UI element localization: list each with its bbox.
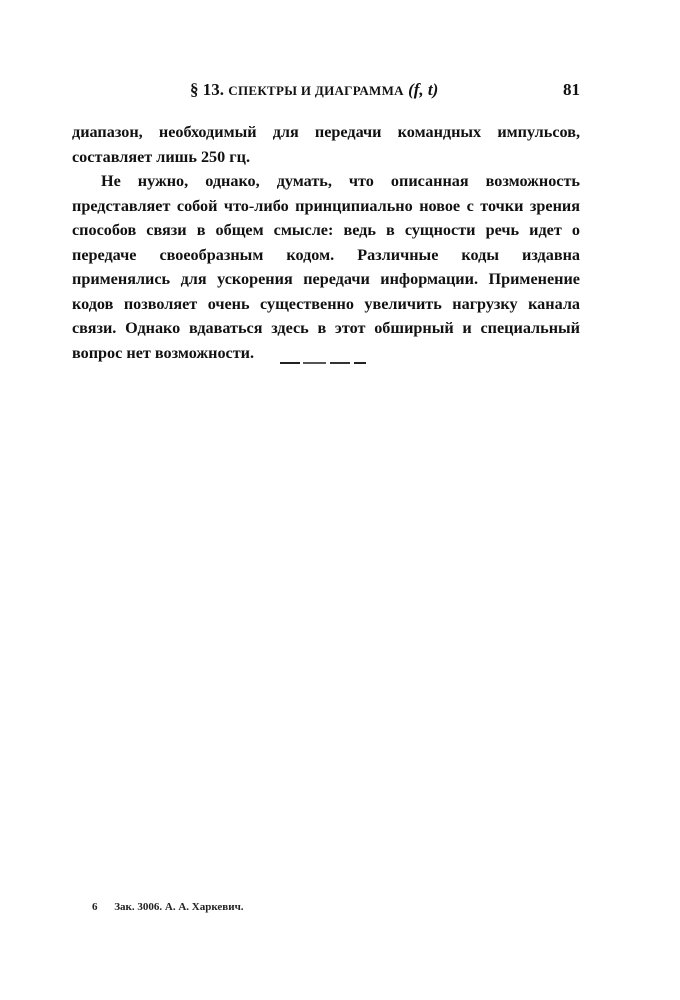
signature-mark: 6 (92, 901, 98, 913)
section-formula: (f, t) (408, 80, 439, 99)
running-header (72, 80, 580, 104)
paragraph: Не нужно, однако, думать, что описанная возможность представляет собой что-либо принципиально новое с точки зрения способов связи в общем смысле: ведь в сущности речь идет о передаче своеобразным кодом. Различные коды издавна применялись для ускорения передачи информации. Применение кодов позволяет очень существенно увеличить нагрузку канала связи. Однако вдаваться здесь в этот обширный и специальный вопрос нет возможности. (72, 172, 580, 362)
page-number: 81 (563, 80, 580, 99)
section-number: § 13. (190, 80, 224, 99)
section-end-divider (280, 362, 366, 364)
header-title (190, 80, 438, 100)
paragraph: диапазон, необходимый для передачи командных импульсов, составляет лишь 250 гц. (72, 123, 580, 166)
body-text (72, 120, 580, 365)
imprint-text: Зак. 3006. А. А. Харкевич. (114, 901, 244, 913)
section-title: СПЕКТРЫ И ДИАГРАММА (228, 83, 404, 98)
printer-imprint (92, 901, 244, 913)
